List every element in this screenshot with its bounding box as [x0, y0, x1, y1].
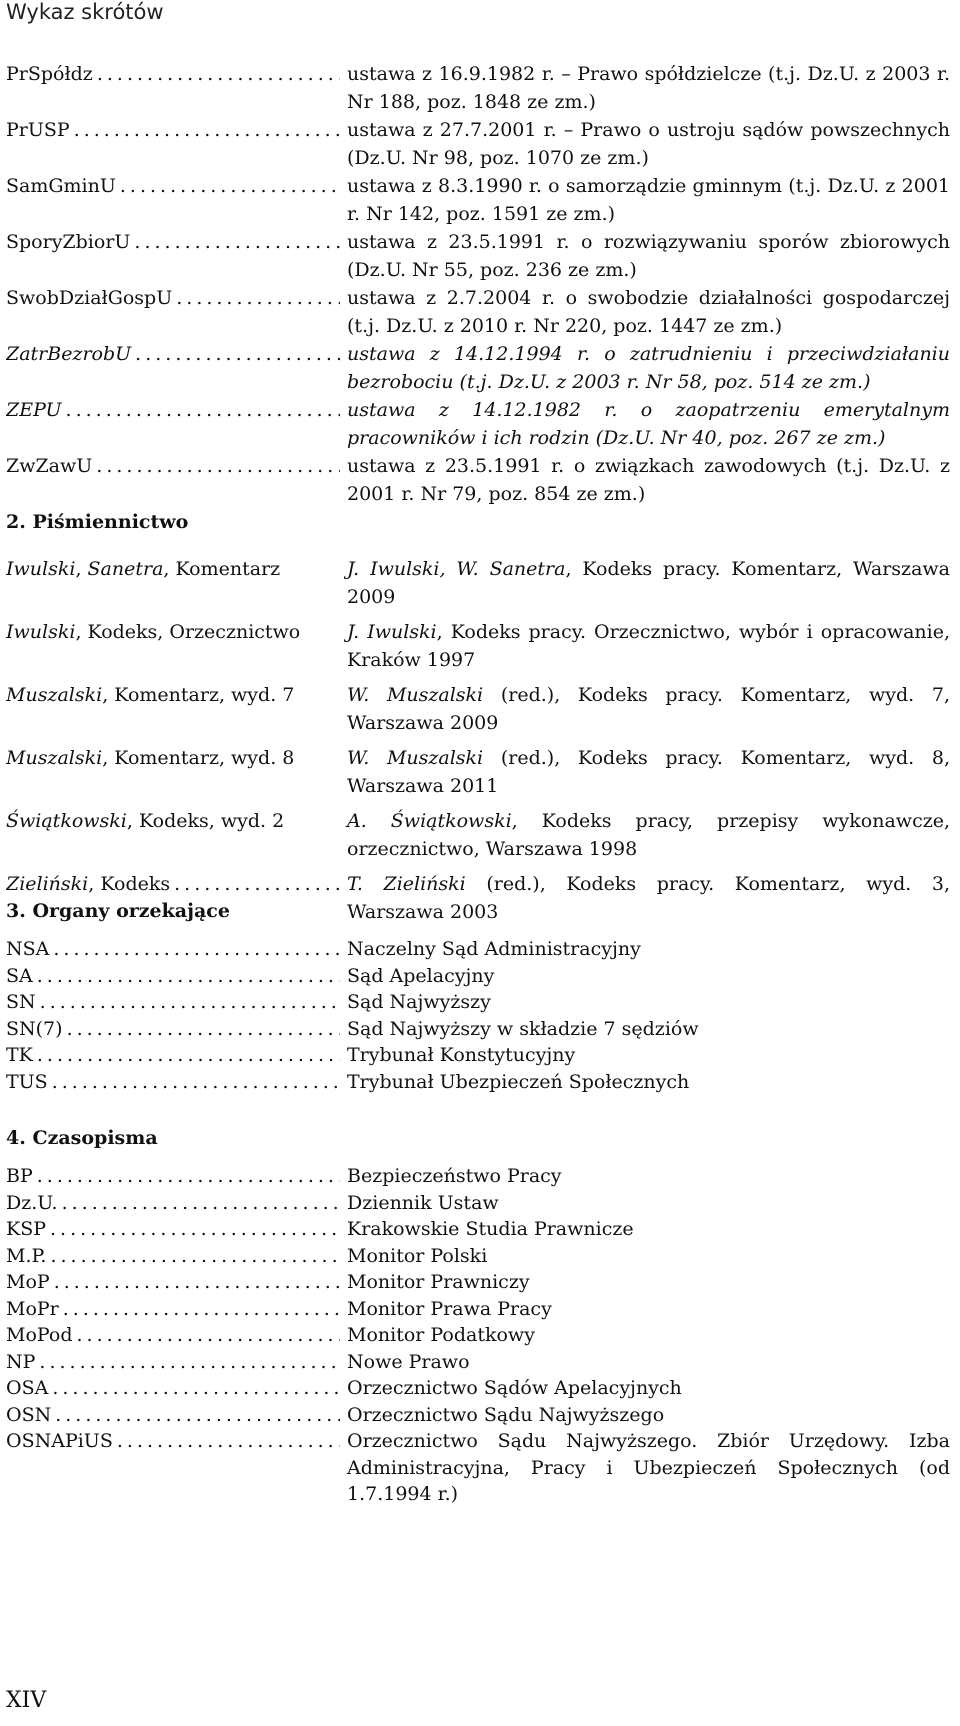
full-name: ustawa z 16.9.1982 r. – Prawo spółdzielcze (t.j. Dz.U. z 2003 r. Nr 188, poz. 1848 ze zm.) [347, 63, 950, 113]
full-citation: J. Iwulski, W. Sanetra, Kodeks pracy. Komentarz, Warszawa 2009 [347, 558, 950, 608]
full-name: ustawa z 27.7.2001 r. – Prawo o ustroju sądów powszechnych (Dz.U. Nr 98, poz. 1070 ze zm.) [347, 119, 950, 169]
abbreviation-text: PrUSP [6, 119, 70, 141]
abbreviation [6, 1042, 340, 1069]
leader-dots [55, 1402, 340, 1429]
literature-entry [6, 807, 950, 863]
abbreviation-text: ZEPU [6, 399, 62, 421]
abbreviation-text: Iwulski, Kodeks, Orzecznictwo [6, 621, 301, 643]
full-name: Orzecznictwo Sądów Apelacyjnych [347, 1377, 682, 1399]
author: W. Muszalski [347, 747, 484, 769]
abbreviation [6, 681, 340, 709]
abbreviation [6, 989, 340, 1016]
leader-dots [77, 1322, 340, 1349]
full-name: Monitor Prawniczy [347, 1271, 530, 1293]
author: Muszalski [6, 747, 103, 769]
leader-dots [52, 1069, 340, 1096]
abbreviation [6, 870, 340, 898]
literature-entry [6, 618, 950, 674]
leader-dots [37, 963, 340, 990]
abbreviation [6, 396, 340, 424]
abbreviation [6, 1269, 340, 1296]
abbreviation [6, 172, 340, 200]
abbreviation-text: OSA [6, 1377, 49, 1399]
abbreviation-text: OSN [6, 1403, 52, 1426]
leader-dots [40, 989, 340, 1016]
full-name: ustawa z 23.5.1991 r. o rozwiązywaniu sporów zbiorowych (Dz.U. Nr 55, poz. 236 ze zm.) [347, 231, 950, 281]
journals-section [6, 1127, 950, 1508]
author: Muszalski [6, 684, 103, 706]
acts-list [6, 60, 950, 508]
leader-dots [135, 340, 340, 368]
author: W. Muszalski [347, 684, 484, 706]
author: Sanetra [87, 558, 164, 580]
author: Iwulski [6, 621, 76, 643]
abbreviation-text: OSNAPiUS [6, 1430, 113, 1452]
abbreviation-text: TK [6, 1044, 33, 1066]
abbreviation [6, 116, 340, 144]
abbreviation-entry [6, 396, 950, 452]
abbreviation-text: MoPod [6, 1324, 73, 1346]
abbreviation-text: Zieliński, Kodeks [6, 873, 171, 895]
abbreviation-text: SA [6, 964, 33, 987]
leader-dots [50, 1243, 340, 1270]
abbreviation-text: SN(7) [6, 1017, 63, 1040]
abbreviation [6, 1243, 340, 1270]
list-item [6, 1243, 950, 1270]
abbreviation-entry [6, 116, 950, 172]
full-name: Orzecznictwo Sądu Najwyższego [347, 1403, 665, 1426]
abbreviation-entry [6, 60, 950, 116]
list-item [6, 1428, 950, 1508]
abbreviation [6, 963, 340, 990]
abbreviation-text: Muszalski, Komentarz, wyd. 8 [6, 747, 295, 769]
full-name: ustawa z 8.3.1990 r. o samorządzie gminnym (t.j. Dz.U. z 2001 r. Nr 142, poz. 1591 ze zm.) [347, 175, 950, 225]
leader-dots [52, 1375, 340, 1402]
literature-entry [6, 555, 950, 611]
abbreviation [6, 1296, 340, 1323]
abbreviation [6, 340, 340, 368]
full-name: Monitor Polski [347, 1244, 488, 1267]
full-citation: A. Świątkowski, Kodeks pracy, przepisy wykonawcze, orzecznictwo, Warszawa 1998 [347, 810, 950, 860]
abbreviation [6, 452, 340, 480]
list-item [6, 989, 950, 1016]
abbreviation-entry [6, 340, 950, 396]
abbreviation [6, 60, 340, 88]
author: J. Iwulski [347, 621, 437, 643]
abbreviation [6, 936, 340, 963]
abbreviation-text: SwobDziałGospU [6, 287, 173, 309]
abbreviation-entry [6, 452, 950, 508]
full-name: Sąd Najwyższy w składzie 7 sędziów [347, 1017, 699, 1040]
abbreviation [6, 1322, 340, 1349]
section-title: 4. Czasopisma [6, 1127, 158, 1149]
full-name: Trybunał Ubezpieczeń Społecznych [347, 1070, 690, 1093]
full-name: ustawa z 2.7.2004 r. o swobodzie działalności gospodarczej (t.j. Dz.U. z 2010 r. Nr 220, poz. 1447 ze zm.) [347, 287, 950, 337]
full-name: ustawa z 23.5.1991 r. o związkach zawodowych (t.j. Dz.U. z 2001 r. Nr 79, poz. 854 ze zm.) [347, 455, 950, 505]
abbreviation [6, 1190, 340, 1217]
abbreviation [6, 618, 340, 646]
full-citation: J. Iwulski, Kodeks pracy. Orzecznictwo, wybór i opracowanie, Kraków 1997 [347, 621, 951, 671]
abbreviation-entry [6, 284, 950, 340]
abbreviation [6, 807, 340, 835]
full-citation: W. Muszalski (red.), Kodeks pracy. Komentarz, wyd. 7, Warszawa 2009 [347, 684, 950, 734]
abbreviation [6, 284, 340, 312]
full-name: Dziennik Ustaw [347, 1191, 499, 1214]
abbreviation-text: TUS [6, 1070, 48, 1093]
leader-dots [37, 1042, 340, 1069]
literature-section [6, 511, 950, 933]
list-item [6, 1349, 950, 1376]
list-item [6, 1016, 950, 1043]
leader-dots [97, 60, 340, 88]
author: J. Iwulski, W. Sanetra [347, 558, 566, 580]
abbreviation-text: Świątkowski, Kodeks, wyd. 2 [6, 810, 285, 832]
leader-dots [62, 1190, 340, 1217]
list-item [6, 1163, 950, 1190]
author: Zieliński [6, 873, 89, 895]
full-name: Sąd Najwyższy [347, 991, 491, 1013]
full-name: Monitor Podatkowy [347, 1324, 535, 1346]
list-item [6, 1269, 950, 1296]
abbreviation-text: NP [6, 1350, 36, 1373]
section-title: 2. Piśmiennictwo [6, 511, 189, 533]
leader-dots [67, 1016, 340, 1043]
full-citation: W. Muszalski (red.), Kodeks pracy. Komentarz, wyd. 8, Warszawa 2011 [347, 747, 950, 797]
full-name: ustawa z 14.12.1994 r. o zatrudnieniu i przeciwdziałaniu bezrobociu (t.j. Dz.U. z 2003 r. Nr 58, poz. 514 ze zm.) [347, 343, 950, 393]
abbreviation [6, 1428, 340, 1455]
abbreviation-text: SporyZbiorU [6, 231, 131, 253]
author: Iwulski [6, 558, 76, 580]
list-item [6, 1322, 950, 1349]
author: Świątkowski [6, 810, 127, 832]
full-name: Trybunał Konstytucyjny [347, 1044, 576, 1066]
page-header: Wykaz skrótów [6, 0, 164, 24]
list-item [6, 1069, 950, 1096]
abbreviation [6, 1069, 340, 1096]
abbreviation [6, 228, 340, 256]
page-number: XIV [6, 1688, 47, 1713]
leader-dots [174, 870, 340, 898]
abbreviation [6, 1163, 340, 1190]
abbreviation [6, 744, 340, 772]
full-name: Orzecznictwo Sądu Najwyższego. Zbiór Urzędowy. Izba Administracyjna, Pracy i Ubezpieczeń Społecznych (od 1.7.1994 r.) [347, 1430, 950, 1505]
literature-entry [6, 681, 950, 737]
leader-dots [66, 396, 340, 424]
abbreviation-text: Iwulski, Sanetra, Komentarz [6, 558, 281, 580]
leader-dots [117, 1428, 340, 1455]
leader-dots [53, 936, 340, 963]
list-item [6, 1402, 950, 1429]
leader-dots [39, 1349, 340, 1376]
list-item [6, 1190, 950, 1217]
full-citation: T. Zieliński (red.), Kodeks pracy. Komentarz, wyd. 3, Warszawa 2003 [347, 873, 950, 923]
section-title: 3. Organy orzekające [6, 900, 230, 922]
leader-dots [134, 228, 340, 256]
abbreviation-entry [6, 228, 950, 284]
list-item [6, 936, 950, 963]
abbreviation [6, 1216, 340, 1243]
leader-dots [176, 284, 340, 312]
leader-dots [96, 452, 340, 480]
leader-dots [63, 1296, 340, 1323]
abbreviation-text: M.P. [6, 1244, 47, 1267]
abbreviation-text: SN [6, 991, 36, 1013]
abbreviation-text: SamGminU [6, 175, 116, 197]
list-item [6, 1216, 950, 1243]
leader-dots [50, 1216, 340, 1243]
list-item [6, 963, 950, 990]
full-name: Monitor Prawa Pracy [347, 1297, 552, 1320]
abbreviation [6, 555, 340, 583]
abbreviation [6, 1402, 340, 1429]
abbreviation-text: Dz.U. [6, 1191, 58, 1214]
leader-dots [54, 1269, 340, 1296]
author: A. Świątkowski [347, 810, 512, 832]
courts-section [6, 900, 950, 1095]
abbreviation-text: Muszalski, Komentarz, wyd. 7 [6, 684, 295, 706]
abbreviation-text: PrSpółdz [6, 63, 93, 85]
author: T. Zieliński [347, 873, 466, 895]
abbreviation-text: MoP [6, 1271, 50, 1293]
abbreviation-text: BP [6, 1165, 33, 1187]
abbreviation [6, 1349, 340, 1376]
list-item [6, 1296, 950, 1323]
literature-entry [6, 744, 950, 800]
leader-dots [74, 116, 340, 144]
abbreviation [6, 1375, 340, 1402]
full-name: Nowe Prawo [347, 1350, 470, 1373]
full-name: Bezpieczeństwo Pracy [347, 1165, 562, 1187]
abbreviation-text: NSA [6, 938, 50, 960]
leader-dots [37, 1163, 340, 1190]
abbreviation-text: ZatrBezrobU [6, 343, 132, 365]
full-name: Sąd Apelacyjny [347, 964, 495, 987]
abbreviation-text: ZwZawU [6, 455, 93, 477]
full-name: Krakowskie Studia Prawnicze [347, 1218, 634, 1240]
full-name: Naczelny Sąd Administracyjny [347, 938, 641, 960]
abbreviation [6, 1016, 340, 1043]
leader-dots [120, 172, 340, 200]
full-name: ustawa z 14.12.1982 r. o zaopatrzeniu emerytalnym pracowników i ich rodzin (Dz.U. Nr 40, poz. 267 ze zm.) [347, 399, 950, 449]
abbreviation-text: KSP [6, 1218, 46, 1240]
list-item [6, 1375, 950, 1402]
abbreviation-text: MoPr [6, 1297, 59, 1320]
abbreviation-entry [6, 172, 950, 228]
list-item [6, 1042, 950, 1069]
